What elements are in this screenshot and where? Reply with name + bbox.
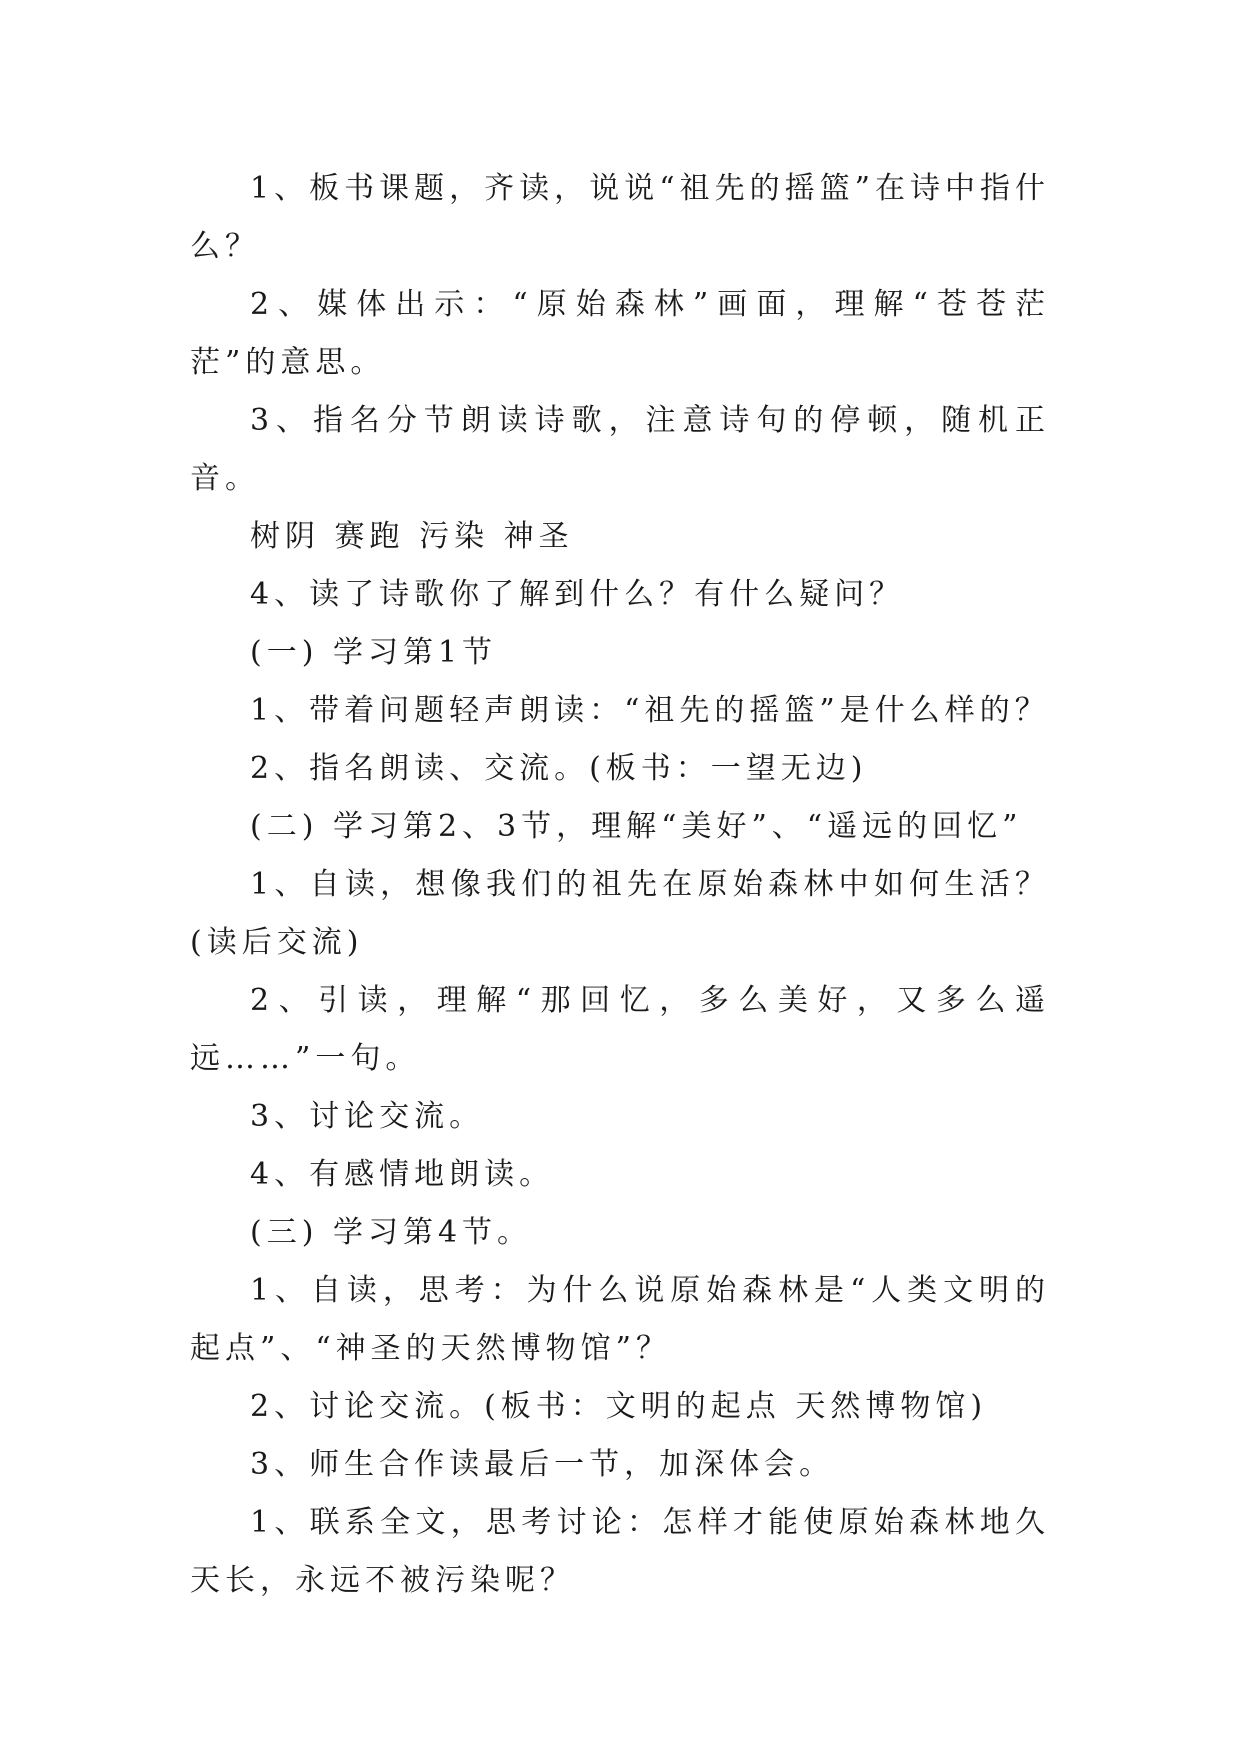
paragraph-7: 1、带着问题轻声朗读：“祖先的摇篮”是什么样的？ (250, 693, 1050, 728)
paragraph-15: 1、自读，思考：为什么说原始森林是“人类文明的起点”、“神圣的天然博物馆”？ (190, 1273, 1050, 1366)
paragraph-13: 4、有感情地朗读。 (250, 1157, 555, 1192)
document-body (190, 160, 1050, 1610)
paragraph-3: 3、指名分节朗读诗歌，注意诗句的停顿，随机正音。 (190, 403, 1050, 496)
paragraph-5: 4、读了诗歌你了解到什么？有什么疑问？ (250, 577, 905, 612)
paragraph-14: (三) 学习第4节。 (250, 1215, 533, 1250)
paragraph-10: 1、自读，想像我们的祖先在原始森林中如何生活？(读后交流) (190, 867, 1050, 960)
paragraph-16: 2、讨论交流。(板书：文明的起点 天然博物馆) (250, 1389, 988, 1424)
paragraph-1: 1、板书课题，齐读，说说“祖先的摇篮”在诗中指什么？ (190, 171, 1050, 264)
paragraph-12: 3、讨论交流。 (250, 1099, 485, 1134)
paragraph-18: 1、联系全文，思考讨论：怎样才能使原始森林地久天长，永远不被污染呢？ (190, 1505, 1050, 1598)
paragraph-8: 2、指名朗读、交流。(板书：一望无边) (250, 751, 868, 786)
paragraph-11: 2、引读，理解“那回忆，多么美好，又多么遥远……”一句。 (190, 983, 1050, 1076)
paragraph-6: (一) 学习第1节 (250, 635, 498, 670)
paragraph-9: (二) 学习第2、3节，理解“美好”、“遥远的回忆” (250, 809, 1023, 844)
paragraph-2: 2、媒体出示：“原始森林”画面，理解“苍苍茫茫”的意思。 (190, 287, 1050, 380)
paragraph-4: 树阴 赛跑 污染 神圣 (250, 519, 574, 554)
paragraph-17: 3、师生合作读最后一节，加深体会。 (250, 1447, 835, 1482)
